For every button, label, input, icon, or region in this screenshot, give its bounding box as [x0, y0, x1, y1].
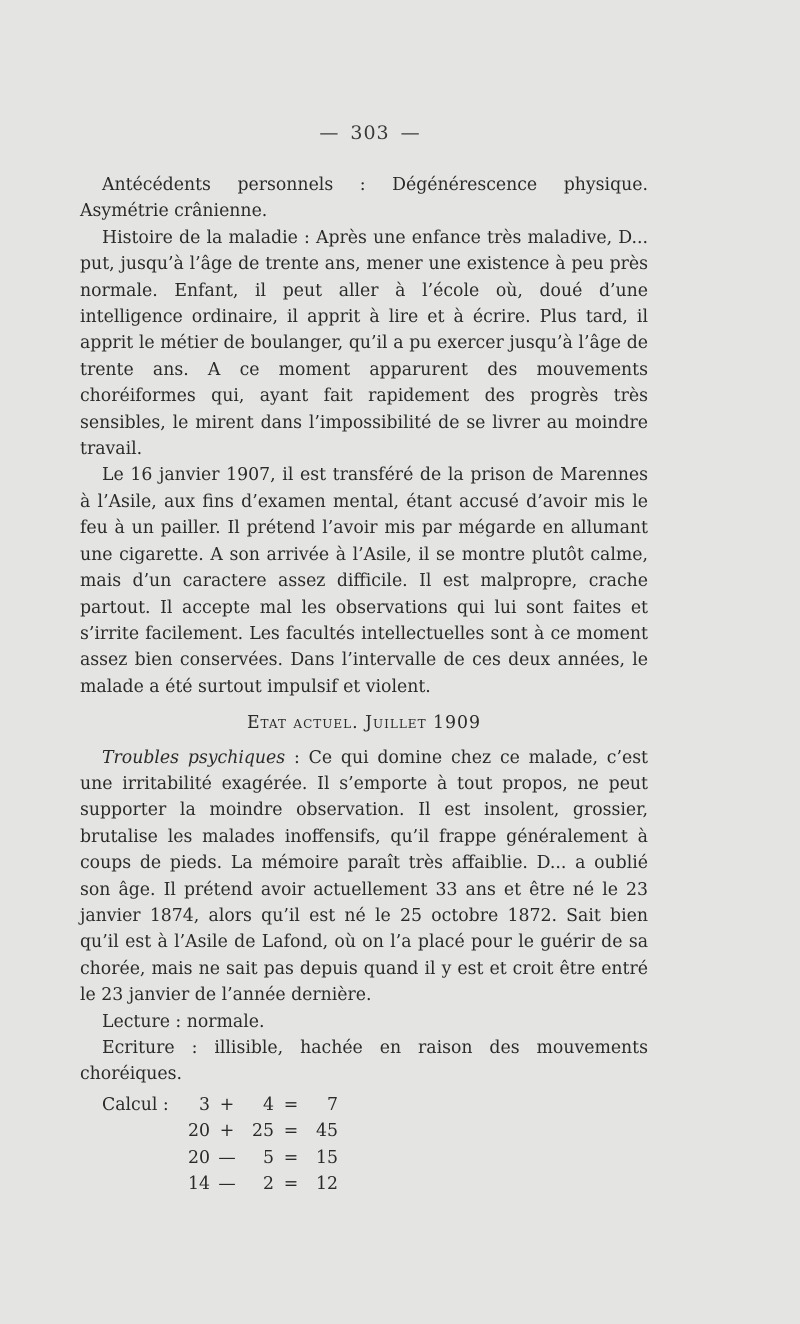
calc-row: [102, 1171, 648, 1197]
calc-operator: +: [219, 1094, 235, 1115]
paragraph-lecture: Lecture : normale.: [102, 1011, 265, 1032]
page-number-dash-left: —: [319, 122, 340, 144]
calc-result: 7: [327, 1094, 338, 1115]
troubles-label: Troubles psychiques: [102, 747, 286, 768]
calc-operand-b: 5: [263, 1147, 274, 1168]
calcul-block: [102, 1092, 648, 1198]
calc-result: 12: [316, 1174, 338, 1195]
section-heading: Etat actuel. Juillet 1909: [246, 713, 482, 734]
paragraph-transfer: Le 16 janvier 1907, il est transféré de la prison de Marennes à l’Asile, aux fins d’examen mental, étant accusé d’avoir mis le feu à un pailler. Il prétend l’avoir mis par mégarde en allumant une cigarette. A son arrivée à l’Asile, il se montre plutôt calme, mais d’un caractere assez difficile. Il est malpropre, crache partout. Il accepte mal les observations qui lui sont faites et s’irrite facilement. Les facultés intellectuelles sont à ce moment assez bien conservées. Dans l’intervalle de ces deux années, le malade a été surtout impulsif et violent.: [80, 465, 648, 697]
body-text: [80, 172, 648, 1197]
calc-result: 15: [316, 1147, 338, 1168]
calc-label: Calcul :: [102, 1094, 169, 1115]
calc-operand-a: 20: [188, 1121, 210, 1142]
calc-row: [102, 1092, 648, 1118]
calc-operand-a: 3: [199, 1094, 210, 1115]
calc-operator: +: [219, 1121, 235, 1142]
calc-operand-b: 4: [263, 1094, 274, 1115]
calc-operand-b: 2: [263, 1174, 274, 1195]
calc-operand-a: 14: [188, 1174, 210, 1195]
calc-row: [102, 1145, 648, 1171]
page-number-dash-right: —: [400, 122, 421, 144]
calc-equals: =: [283, 1174, 299, 1195]
paragraph-antecedents: Antécédents personnels : Dégénérescence physique. Asymétrie crânienne.: [80, 175, 648, 222]
calc-operand-a: 20: [188, 1147, 210, 1168]
paragraph-histoire: Histoire de la maladie : Après une enfance très maladive, D... put, jusqu’à l’âge de trente ans, mener une existence à peu près normale. Enfant, il peut aller à l’école où, doué d’une intelligence ordinaire, il apprit à lire et à écrire. Plus tard, il apprit le métier de boulanger, qu’il a pu exercer jusqu’à l’âge de trente ans. A ce moment apparurent des mouvements choréiformes qui, ayant fait rapidement des progrès très sensibles, le mirent dans l’impossibilité de se livrer au moindre travail.: [80, 227, 648, 460]
calc-result: 45: [316, 1121, 338, 1142]
calc-equals: =: [283, 1121, 299, 1142]
page-number-value: 303: [350, 122, 390, 144]
calc-operator: —: [218, 1174, 236, 1195]
troubles-text: : Ce qui domine chez ce malade, c’est une irritabilité exagérée. Il s’emporte à tout propos, ne peut supporter la moindre observation. Il est insolent, grossier, brutalise les malades inoffensifs, qu’il frappe généralement à coups de pieds. La mémoire paraît très affaiblie. D... a oublié son âge. Il prétend avoir actuellement 33 ans et être né le 23 janvier 1874, alors qu’il est né le 25 octobre 1872. Sait bien qu’il est à l’Asile de Lafond, où on l’a placé pour le guérir de sa chorée, mais ne sait pas depuis quand il y est et croit être entré le 23 janvier de l’année dernière.: [80, 747, 649, 1006]
calc-operator: —: [218, 1147, 236, 1168]
paragraph-troubles: [80, 745, 648, 1009]
page-number: [0, 122, 740, 144]
calc-equals: =: [283, 1147, 299, 1168]
calc-equals: =: [283, 1094, 299, 1115]
paragraph-ecriture: Ecriture : illisible, hachée en raison des mouvements choréiques.: [80, 1038, 648, 1085]
calc-row: [102, 1118, 648, 1144]
calc-operand-b: 25: [252, 1121, 274, 1142]
